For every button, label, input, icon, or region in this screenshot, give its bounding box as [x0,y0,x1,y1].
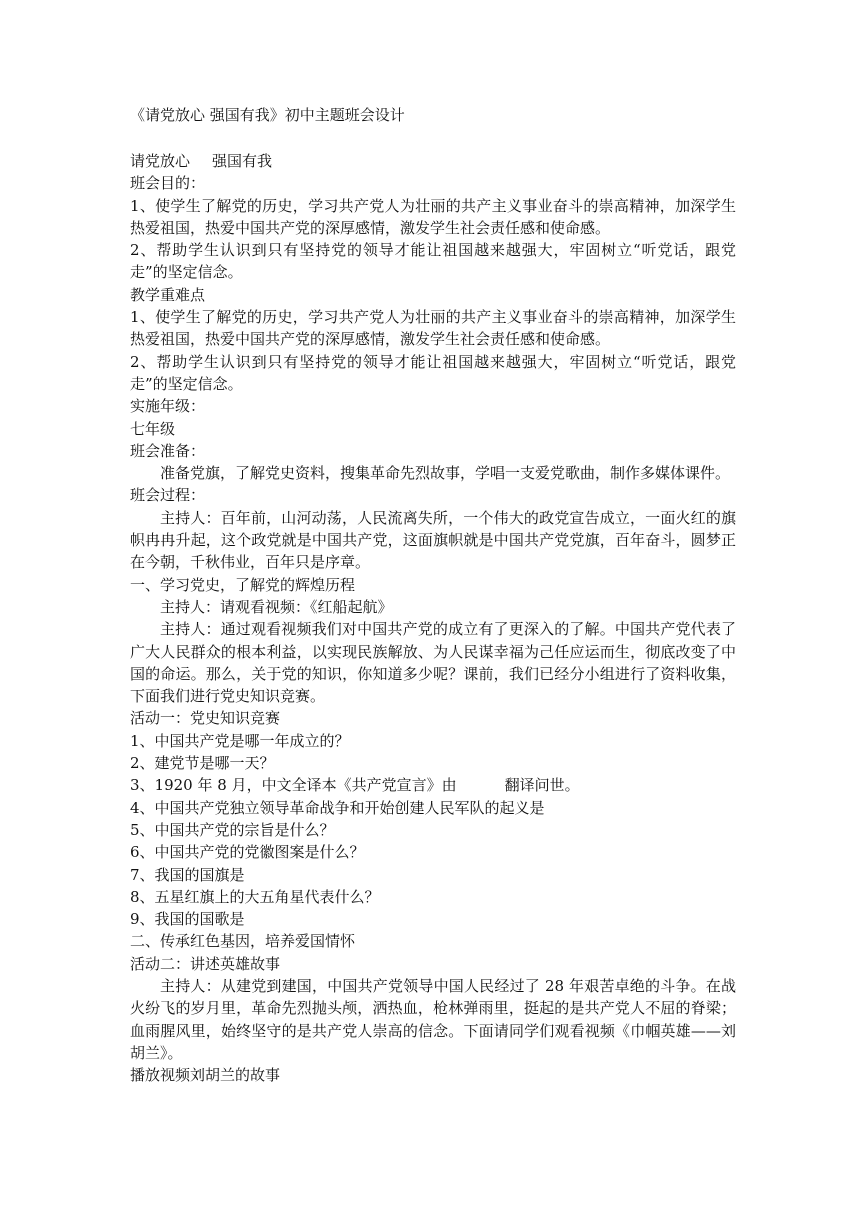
activity-1-heading: 活动一：党史知识竞赛 [130,709,281,728]
quiz-question-9: 9、我国的国歌是 [130,910,245,929]
section-1-heading: 一、学习党史，了解党的辉煌历程 [130,575,356,594]
theme-heading-left: 请党放心 [130,152,191,170]
goal-item-2: 2、帮助学生认识到只有坚持党的领导才能让祖国越来越强大，牢固树立“听党话，跟党走”的坚定信念。 [130,241,736,282]
activity-2-heading: 活动二：讲述英雄故事 [130,954,281,973]
document-title: 《请党放心 强国有我》初中主题班会设计 [130,106,405,124]
quiz-question-3 [130,774,736,796]
quiz-question-4: 4、中国共产党独立领导革命战争和开始创建人民军队的起义是 [130,798,545,817]
host-intro: 主持人：百年前，山河动荡，人民流离失所，一个伟大的政党宣告成立，一面火红的旗帜冉冉升起，这个政党就是中国共产党，这面旗帜就是中国共产党党旗，百年奋斗，圆梦正在今朝，千秋伟业，百年只是序章。 [130,508,736,572]
prep-text: 准备党旗，了解党史资料，搜集革命先烈故事，学唱一支爱党歌曲，制作多媒体课件。 [160,464,731,483]
host-video-prompt: 主持人：请观看视频：《红船起航》 [160,597,393,616]
theme-heading [130,150,736,172]
quiz-question-7: 7、我国的国旗是 [130,865,245,884]
focus-item-1: 1、使学生了解党的历史，学习共产党人为壮丽的共产主义事业奋斗的崇高精神，加深学生热爱祖国，热爱中国共产党的深厚感情，激发学生社会责任感和使命感。 [130,308,736,349]
document-body [130,150,736,1086]
host-story: 主持人：从建党到建国，中国共产党领导中国人民经过了 28 年艰苦卓绝的斗争。在战火纷飞的岁月里，革命先烈抛头颅，洒热血，枪林弹雨里，挺起的是共产党人不屈的脊梁；血雨腥风里，始终坚守的是共产党人崇高的信念。下面请同学们观看视频《巾帼英雄——刘胡兰》。 [130,976,736,1062]
quiz-question-3-part-2: 翻译问世。 [504,776,580,795]
quiz-question-6: 6、中国共产党的党徽图案是什么？ [130,843,365,862]
play-video-note: 播放视频刘胡兰的故事 [130,1066,281,1085]
goal-item-1: 1、使学生了解党的历史，学习共产党人为壮丽的共产主义事业奋斗的崇高精神，加深学生热爱祖国，热爱中国共产党的深厚感情，激发学生社会责任感和使命感。 [130,196,736,237]
quiz-question-2: 2、建党节是哪一天？ [130,754,275,773]
section-2-heading: 二、传承红色基因，培养爱国情怀 [130,932,356,951]
host-after-video: 主持人：通过观看视频我们对中国共产党的成立有了更深入的了解。中国共产党代表了广大人民群众的根本利益，以实现民族解放、为人民谋幸福为己任应运而生，彻底改变了中国的命运。那么，关于党的知识，你知道多少呢？课前，我们已经分小组进行了资料收集，下面我们进行党史知识竞赛。 [130,620,736,706]
focus-label: 教学重难点 [130,285,206,304]
focus-item-2: 2、帮助学生认识到只有坚持党的领导才能让祖国越来越强大，牢固树立“听党话，跟党走”的坚定信念。 [130,352,736,393]
quiz-question-8: 8、五星红旗上的大五角星代表什么？ [130,887,380,906]
grade-value: 七年级 [130,419,176,438]
quiz-question-1: 1、中国共产党是哪一年成立的？ [130,731,350,750]
grade-label: 实施年级： [130,397,206,416]
prep-label: 班会准备： [130,441,206,460]
theme-heading-right: 强国有我 [212,152,273,170]
goal-label: 班会目的： [130,174,206,193]
quiz-question-5: 5、中国共产党的宗旨是什么？ [130,820,335,839]
quiz-question-3-part-1: 3、1920 年 8 月，中文全译本《共产党宣言》由 [130,776,457,795]
process-label: 班会过程： [130,486,206,505]
